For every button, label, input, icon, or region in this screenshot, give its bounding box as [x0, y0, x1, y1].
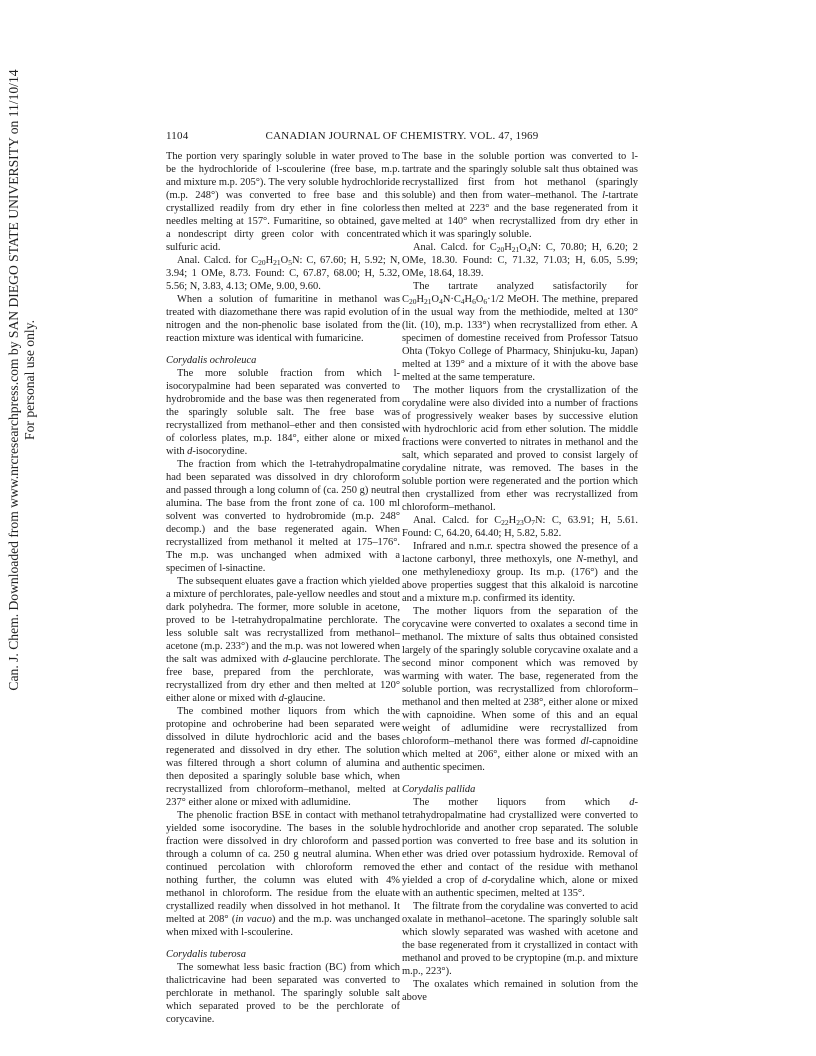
paragraph: The portion very sparingly soluble in water proved to be the hydrochloride of l-scoulerine (free base, m.p. and mixture m.p. 205°). The very soluble hydrochloride (m.p. 248°) was converted to free base and this crystallized readily from dry ether in fine colorless needles melting at 157°. Fumaritine, so obtained, gave a nondescript dirty green color with concentrated sulfuric acid.: [166, 151, 400, 253]
text-run: O: [280, 255, 289, 266]
text-run: -methyl, and one methylenedioxy group. Its m.p. (176°) and the above properties suggest that this alkaloid is narcotine and a mixture m.p. confirmed its identity.: [402, 554, 638, 604]
paragraph: The combined mother liquors from which the protopine and ochroberine had been separated were dissolved in dilute hydrochloric acid and the bases regenerated and dissolved in dry ether. The solution was filtered through a short column of alumina and then deposited a sparingly soluble base which, when recrystallized from chloroform–methanol, melted at 237° either alone or mixed with adlumidine.: [166, 706, 400, 808]
analysis-paragraph: [166, 254, 400, 293]
subscript: 6: [483, 297, 488, 306]
text-run: H: [464, 294, 473, 305]
subscript: 20: [258, 258, 266, 267]
text-run: ·1/2 MeOH. The methine, prepared in the usual way from the methiodide, melted at 130° (lit. (10), m.p. 133°) when recrystallized from ether. A specimen of domestine received from Professor Tatsuo Ohta (Tokyo College of Pharmacy, Shinjuku-ku, Japan) melted at 139° and a mixture of it with the above base melted at the same temperature.: [402, 294, 638, 383]
italic-text: d: [187, 446, 193, 457]
text-run: Anal. Calcd. for C: [413, 242, 497, 253]
text-run: O: [519, 242, 527, 253]
paragraph: [402, 605, 638, 774]
subscript: 20: [408, 297, 417, 306]
download-notice: [6, 40, 46, 720]
italic-text: N: [576, 554, 584, 565]
text-run: The phenolic fraction BSE in contact with methanol yielded some isocorydine. The bases in the soluble fraction were dissolved in dry chloroform and passed through a column of ca. 250 g neutral alumina. When continued percolation with chloroform removed nothing further, the column was eluted with 4% methanol in chloroform. The residue from the eluate crystallized readily when dissolved in hot methanol. It melted at 208° (: [166, 810, 400, 925]
text-run: -tetrahydropalmatine had crystallized were converted to hydrochloride and another crop separated. The soluble portion was converted to free base and its solution in ether was dried over potassium hydroxide. Removal of the ether and contact of the residue with methanol yielded a crop of: [402, 797, 638, 886]
italic-text: d: [482, 875, 488, 886]
right-column: [402, 150, 638, 1004]
text-run: The mother liquors from which: [413, 797, 630, 808]
text-run: Infrared and n.m.r. spectra showed the presence of a lactone carbonyl, three methoxyls, one: [402, 541, 638, 565]
text-run: Anal. Calcd. for C: [177, 255, 259, 266]
text-run: N: C, 70.80; H, 6.20; 2 OMe, 18.30. Found: C, 71.32, 71.03; H, 6.05, 5.99; OMe, 18.64, 18.39.: [402, 242, 638, 279]
italic-text: d: [278, 693, 284, 704]
text-run: H: [504, 242, 512, 253]
download-notice-line1: Can. J. Chem. Downloaded from www.nrcresearchpress.com by SAN DIEGO STATE UNIVERSITY on 11/10/14: [6, 69, 21, 691]
analysis-paragraph: [402, 241, 638, 280]
paragraph: [166, 809, 400, 939]
text-run: N·C: [442, 294, 461, 305]
subscript: 4: [526, 245, 531, 254]
text-run: -capnoidine which melted at 206°, either alone or mixed with an authentic specimen.: [402, 736, 638, 773]
italic-text: l: [602, 190, 605, 201]
text-run: H: [416, 294, 425, 305]
text-run: H: [508, 515, 517, 526]
subscript: 6: [472, 297, 476, 306]
paragraph: [166, 575, 400, 705]
text-run: O: [523, 515, 532, 526]
paragraph: [166, 367, 400, 458]
paragraph: [402, 150, 638, 241]
left-column: [166, 150, 400, 1026]
text-run: [6, 40, 38, 720]
subscript: 21: [273, 258, 281, 267]
text-run: N: C, 67.60; H, 5.92; N, 3.94; 1 OMe, 8.73. Found: C, 67.87, 68.00; H, 5.32, 5.56; N, 3.83, 4.13; OMe, 9.00, 9.60.: [166, 255, 400, 292]
paragraph: The fraction from which the l-tetrahydropalmatine had been separated was dissolved in dry chloroform and passed through a long column of (ca. 250 g) neutral alumina. The base from the front zone of ca. 100 ml solvent was converted to hydrobromide (m.p. 248° decomp.) and the base regenerated again. When recrystallized from methanol it melted at 175–176°. The m.p. was unchanged when admixed with a specimen of l-sinactine.: [166, 459, 400, 574]
text-run: N: C, 63.91; H, 5.61. Found: C, 64.20, 64.40; H, 5.82, 5.82.: [402, 515, 638, 539]
subscript: 20: [496, 245, 505, 254]
text-run: O: [475, 294, 484, 305]
paragraph: [402, 540, 638, 605]
italic-text: d: [629, 797, 635, 808]
section-heading-pallida: Corydalis pallida: [402, 784, 476, 795]
paragraph: When a solution of fumaritine in methanol was treated with diazomethane there was rapid evolution of nitrogen and the non-phenolic base isolated from the reaction mixture was identical with fumaricine.: [166, 294, 400, 344]
subscript: 7: [531, 518, 536, 527]
text-run: H: [265, 255, 274, 266]
text-run: The tartrate analyzed satisfactorily for C: [402, 281, 638, 305]
text-run: The subsequent eluates gave a fraction which yielded a mixture of perchlorates, pale-yellow needles and stout dark polyhedra. The former, more soluble in acetone, proved to be l-tetrahydropalmatine perchlorate. The less soluble salt was recrystallized from methanol–acetone (m.p. 233°) and the m.p. was not lowered when the salt was admixed with: [166, 576, 400, 665]
italic-text: d: [282, 654, 289, 665]
text-run: -tartrate then melted at 223° and the base regenerated from it melted at 140° when recrystallized from dry ether in which it was sparingly soluble.: [402, 190, 638, 240]
text-run: Anal. Calcd. for C: [413, 515, 502, 526]
paragraph: [402, 280, 638, 384]
paragraph: The oxalates which remained in solution from the above: [402, 979, 638, 1003]
section-heading-ochroleuca: Corydalis ochroleuca: [166, 355, 257, 366]
subscript: 5: [288, 258, 292, 267]
italic-text: dl: [580, 736, 589, 747]
subscript: 21: [511, 245, 520, 254]
paragraph: The somewhat less basic fraction (BC) from which thalictricavine had been separated was converted to perchlorate in methanol. The sparingly soluble salt which separated proved to be the perchlorate of corycavine.: [166, 962, 400, 1025]
page-number: 1104: [166, 130, 189, 142]
text-run: ) and the m.p. was unchanged when mixed with l-scoulerine.: [166, 914, 401, 938]
subscript: 4: [439, 297, 443, 306]
text-run: The mother liquors from the separation of the corycavine were converted to oxalates a second time in methanol. The mixture of salts thus obtained consisted largely of the sparingly soluble corycavine oxalate and a second minor component which was removed by warming with water. The base, regenerated from the soluble portion, was recrystallized from chloroform–methanol and then melted at 238°, either alone or mixed with capnoidine. When some of this and an equal weight of adlumidine were recrystallized from chloroform–methanol there was formed: [402, 606, 638, 747]
text-run: -glaucine.: [283, 693, 326, 704]
journal-title: CANADIAN JOURNAL OF CHEMISTRY. VOL. 47, 1969: [265, 130, 539, 142]
text-run: The more soluble fraction from which l-isocorypalmine had been separated was converted to hydrobromide and the base was then regenerated from the sparingly soluble salt. The free base was recrystallized from methanol–ether and then consisted of colorless plates, m.p. 184°, either alone or mixed with: [166, 368, 400, 457]
download-notice-line2: For personal use only.: [22, 320, 37, 440]
text-run: -corydaline which, alone or mixed with an authentic specimen, melted at 135°.: [402, 875, 638, 899]
text-run: The base in the soluble portion was converted to l-tartrate and the sparingly soluble salt thus obtained was recrystallized first from hot methanol (sparingly soluble) and then from water–methanol. The: [402, 151, 638, 201]
paragraph: The filtrate from the corydaline was converted to acid oxalate in methanol–acetone. The sparingly soluble salt which slowly separated was washed with acetone and the base regenerated from it crystallized in contact with methanol and proved to be cryptopine (m.p. and mixture m.p., 223°).: [402, 901, 638, 977]
section-heading-tuberosa: Corydalis tuberosa: [166, 949, 246, 960]
italic-text: in vacuo: [235, 914, 272, 925]
paragraph: The mother liquors from the crystallization of the corydaline were also divided into a number of fractions of progressively weaker bases by successive elution with hydrochloric acid from ether solution. The middle fractions were converted to nitrates in methanol and the salt, which separated and proved to consist largely of corydaline nitrate, was removed. The bases in the soluble portion were regenerated and the portion which then crystallized from ether was recrystallized from chloroform–methanol.: [402, 385, 638, 513]
text-run: -glaucine perchlorate. The free base, prepared from the perchlorate, was recrystallized from dry ether and then melted at 120° either alone or mixed with: [166, 654, 400, 704]
paragraph: [402, 796, 638, 900]
analysis-paragraph: [402, 514, 638, 540]
subscript: 23: [516, 518, 524, 527]
subscript: 22: [501, 518, 509, 527]
subscript: 21: [424, 297, 432, 306]
subscript: 4: [460, 297, 465, 306]
text-run: -isocorydine.: [192, 446, 248, 457]
text-run: O: [431, 294, 440, 305]
